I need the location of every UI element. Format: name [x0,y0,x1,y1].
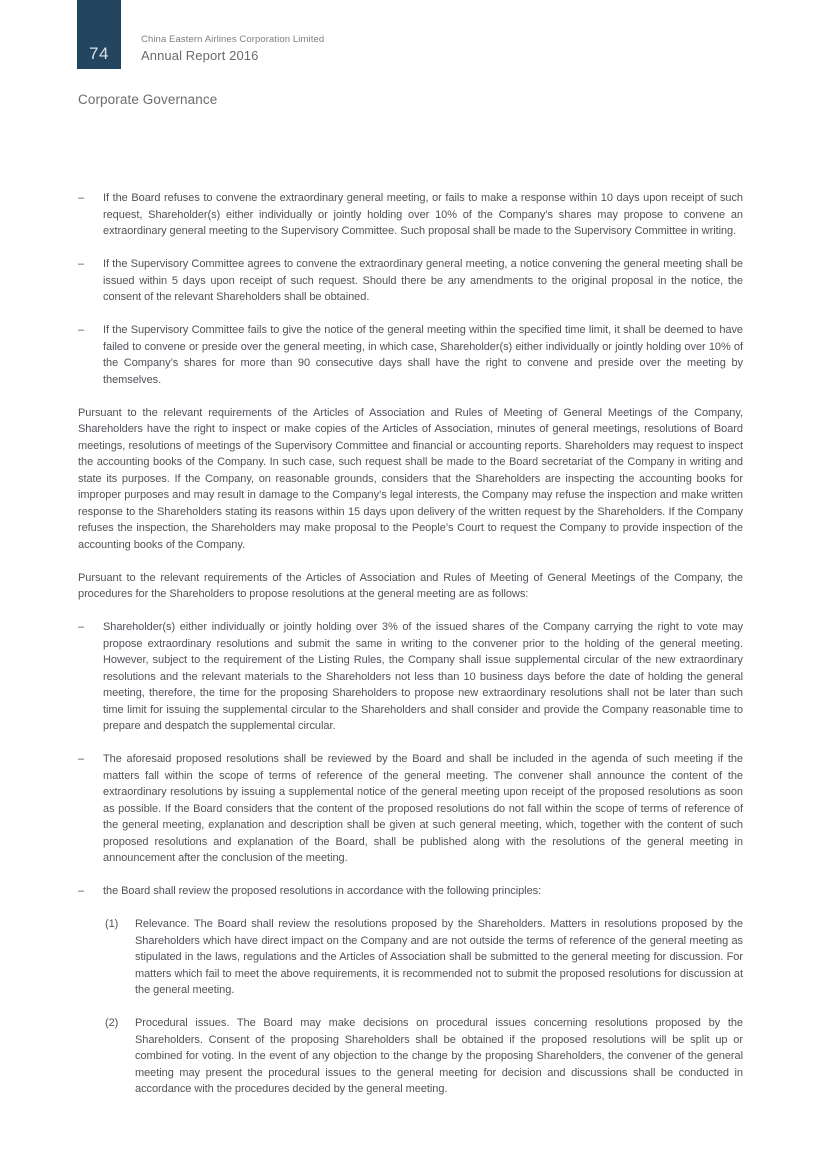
page-number: 74 [89,44,109,63]
list-block [78,1015,743,1098]
body-content [78,190,743,1098]
list-block [78,751,743,867]
page-number-box [77,0,121,69]
bullet-item [78,190,743,240]
company-name: China Eastern Airlines Corporation Limited [141,34,325,45]
bullet-item-text: If the Supervisory Committee fails to give the notice of the general meeting within the specified time limit, it shall be deemed to have failed to convene or preside over the general meeting, in which case, Shareholder(s) either individually or jointly holding over 10% of the Company’s shares for more than 90 consecutive days shall have the right to convene and preside over the meeting by themselves. [103,324,743,386]
numbered-item [105,916,743,999]
header-text [141,34,324,63]
bullet-item-marker: – [78,324,85,336]
bullet-item-marker: – [78,753,85,765]
numbered-item-text: Relevance. The Board shall review the resolutions proposed by the Shareholders. Matters in resolutions proposed by the Shareholders which have direct impact on the Company and are not outside the terms of reference of the general meeting as stipulated in the laws, regulations and the Articles of Association shall be submitted to the general meeting for discussion. For matters which fail to meet the above requirements, it is recommended not to submit the proposed resolutions for discussion at the general meeting. [135,918,743,996]
bullet-item-text: If the Board refuses to convene the extraordinary general meeting, or fails to make a response within 10 days upon receipt of such request, Shareholder(s) either individually or jointly holding over 10% of the Company’s shares may propose to convene an extraordinary general meeting to the Supervisory Committee. Such proposal shall be made to the Supervisory Committee in writing. [103,192,743,237]
list-block [78,256,743,306]
list-block [78,619,743,735]
bullet-item [78,256,743,306]
list-block [78,322,743,388]
bullet-item-text: the Board shall review the proposed resolutions in accordance with the following principles: [103,885,542,897]
bullet-item-marker: – [78,192,85,204]
bullet-item [78,619,743,735]
list-block [78,916,743,999]
bullet-item-text: Shareholder(s) either individually or jointly holding over 3% of the issued shares of the Company carrying the right to vote may propose extraordinary resolutions and submit the same in writing to the convener prior to the holding of the general meeting. However, subject to the requirement of the Listing Rules, the Company shall issue supplemental circular of the new extraordinary resolutions and the relevant materials to the Shareholders not less than 10 business days before the date of holding the general meeting, therefore, the time for the proposing Shareholders to propose new extraordinary resolutions shall not be later than such time limit for issuing the supplemental circular to the Shareholders and shall consider and provide the Company reasonable time to prepare and despatch the supplemental circular. [103,621,743,732]
numbered-item-marker: (1) [105,918,119,930]
bullet-item-marker: – [78,258,85,270]
numbered-item-text: Procedural issues. The Board may make decisions on procedural issues concerning resolutions proposed by the Shareholders. Consent of the proposing Shareholders shall be obtained if the proposed resolutions will be split up or combined for voting. In the event of any objection to the change by the proposing Shareholders, the convener of the general meeting may present the procedural issues to the general meeting for decision and discussions shall be conducted in accordance with the procedures decided by the general meeting. [135,1017,743,1095]
bullet-item [78,883,743,900]
bullet-item [78,322,743,388]
bullet-item-text: If the Supervisory Committee agrees to convene the extraordinary general meeting, a notice convening the general meeting shall be issued within 5 days upon receipt of such request. Should there be any amendments to the original proposal in the notice, the consent of the relevant Shareholders shall be obtained. [103,258,743,303]
section-title: Corporate Governance [78,92,218,107]
numbered-item-marker: (2) [105,1017,119,1029]
bullet-item-marker: – [78,621,85,633]
paragraph: Pursuant to the relevant requirements of the Articles of Association and Rules of Meeting of General Meetings of the Company, Shareholders have the right to inspect or make copies of the Articles of Association, minutes of general meetings, resolutions of Board meetings, resolutions of meetings of the Supervisory Committee and financial or accounting reports. Shareholders may request to inspect the accounting books of the Company. In such case, such request shall be made to the Board secretariat of the Company in writing and state its purposes. If the Company, on reasonable grounds, considers that the Shareholders are inspecting the accounting books for improper purposes and may result in damage to the Company’s legal interests, the Company may refuse the inspection and make written response to the Shareholders stating its reasons within 15 days upon delivery of the written request by the Shareholders. If the Company refuses the inspection, the Shareholders may make proposal to the People’s Court to request the Company to provide inspection of the accounting books of the Company. [78,406,743,551]
bullet-item-marker: – [78,885,85,897]
bullet-item-text: The aforesaid proposed resolutions shall be reviewed by the Board and shall be included in the agenda of such meeting if the matters fall within the scope of terms of reference of the general meeting. The convener shall announce the content of the extraordinary resolutions by issuing a supplemental notice of the general meeting upon receipt of the proposed resolutions as soon as possible. If the Board considers that the content of the proposed resolutions do not fall within the scope of terms of reference of the general meeting, explanation and description shall be given at such general meeting, which, together with the content of such proposed resolutions and explanation of the Board, shall be published along with the resolutions of the general meeting in announcement after the conclusion of the meeting. [103,753,743,864]
paragraph: Pursuant to the relevant requirements of the Articles of Association and Rules of Meeting of General Meetings of the Company, the procedures for the Shareholders to propose resolutions at the general meeting are as follows: [78,571,743,600]
report-title: Annual Report 2016 [141,48,259,63]
list-block [78,190,743,240]
numbered-item [105,1015,743,1098]
bullet-item [78,751,743,867]
list-block [78,883,743,900]
